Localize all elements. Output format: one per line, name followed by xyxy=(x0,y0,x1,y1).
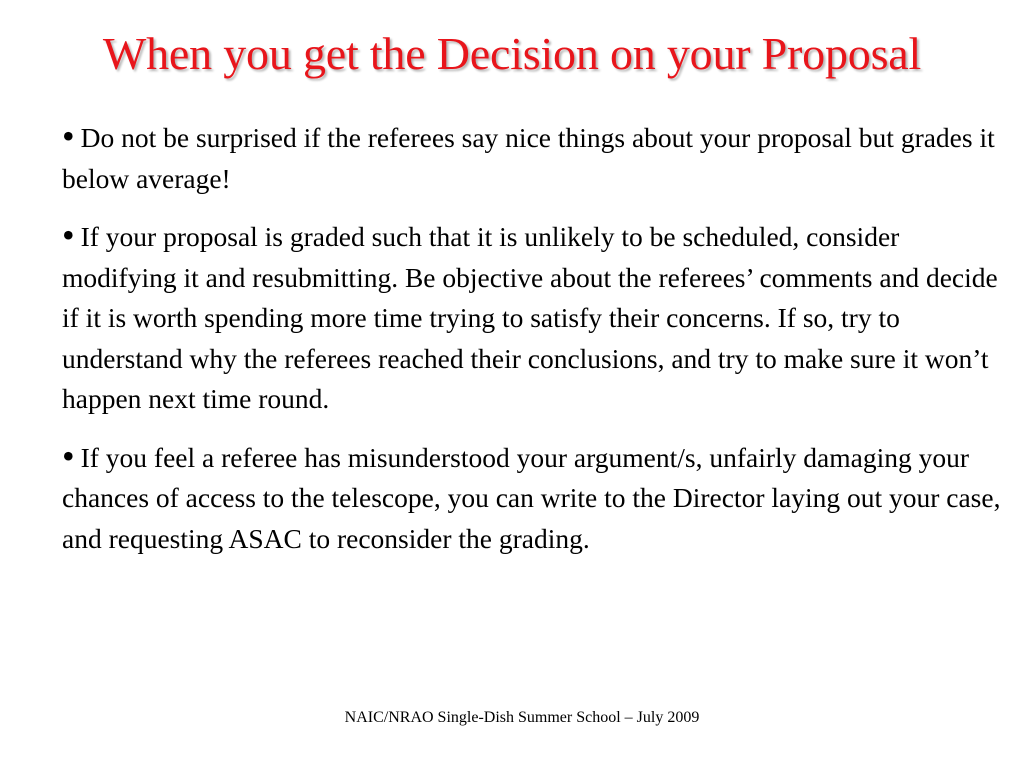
bullet-text: If your proposal is graded such that it is unlikely to be scheduled, consider modifying it and resubmitting. Be objective about the referees’ comments and decide if it is worth spending more time trying to satisfy their concerns. If so, try to understand why the referees reached their conclusions, and try to make sure it won’t happen next time round. xyxy=(62,221,998,414)
slide-footer: NAIC/NRAO Single-Dish Summer School – July 2009 xyxy=(344,709,700,726)
bullet-icon: • xyxy=(62,215,75,255)
bullet-item xyxy=(62,217,1017,420)
bullet-item xyxy=(62,118,1017,199)
bullet-text: If you feel a referee has misunderstood your argument/s, unfairly damaging your chances of access to the telescope, you can write to the Director laying out your case, and requesting ASAC to reconsider the grading. xyxy=(62,441,1001,554)
bullet-text: Do not be surprised if the referees say nice things about your proposal but grades it below average! xyxy=(62,122,995,194)
bullet-item xyxy=(62,435,1017,560)
slide-title: When you get the Decision on your Proposal xyxy=(102,28,922,79)
bullet-list xyxy=(62,118,1017,577)
bullet-icon: • xyxy=(62,435,75,476)
bullet-icon: • xyxy=(62,116,75,156)
